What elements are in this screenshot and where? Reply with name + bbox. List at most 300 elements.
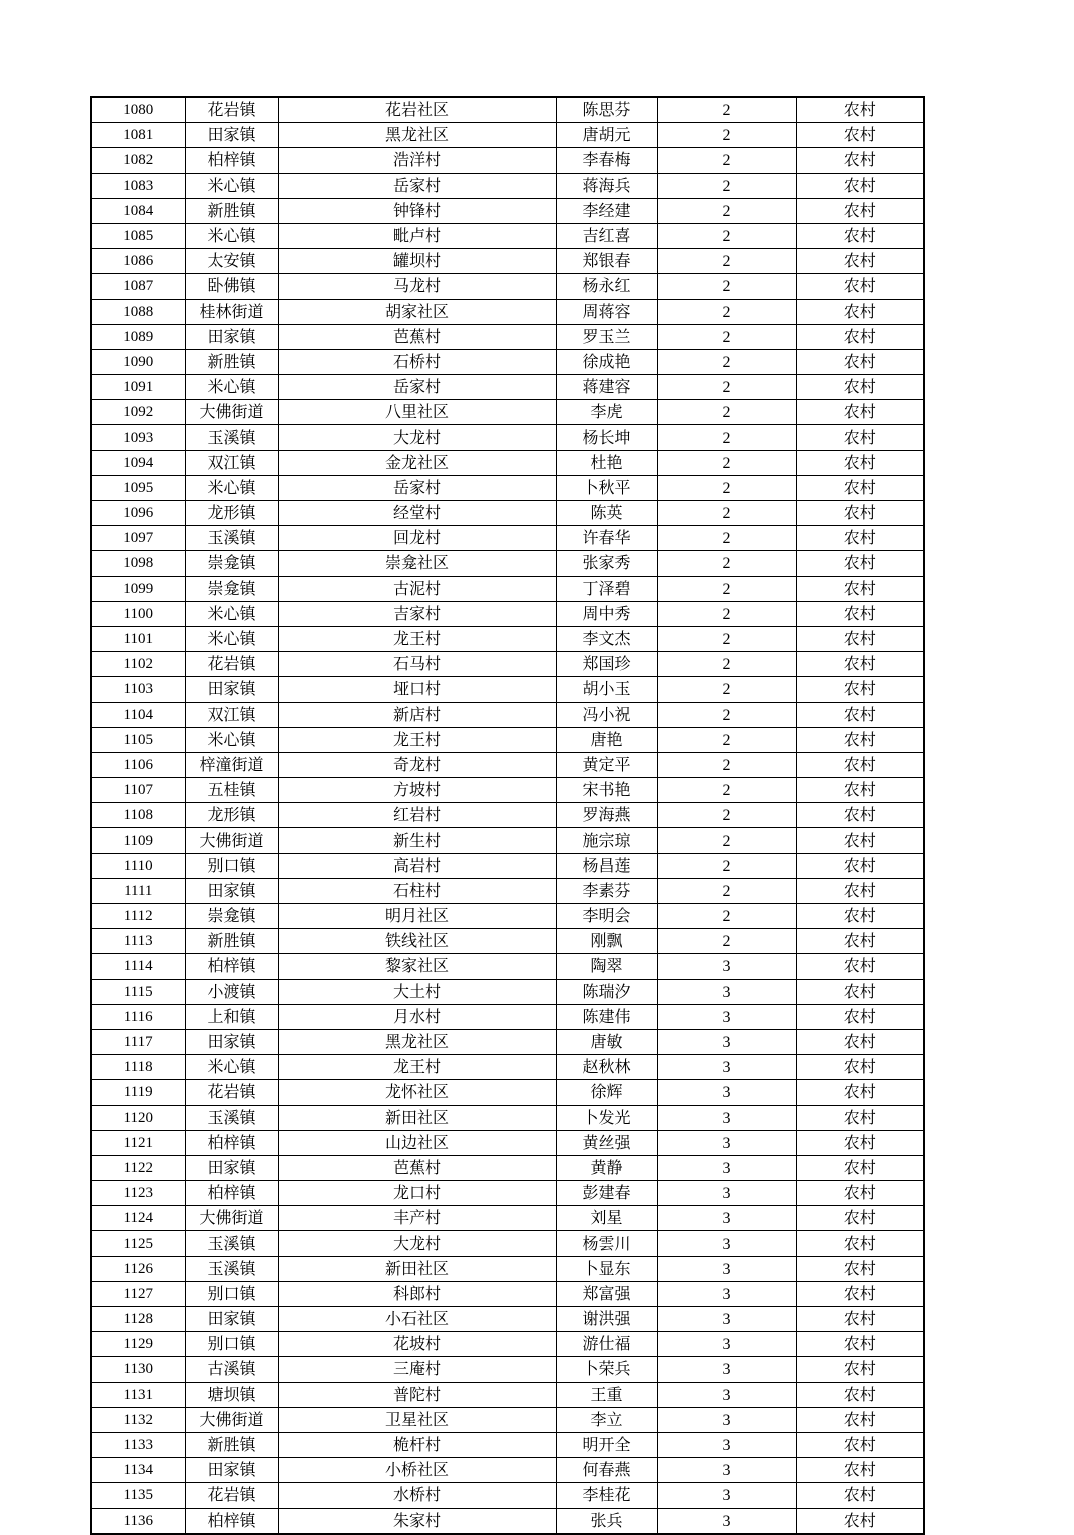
cell-village: 岳家村 [278, 475, 556, 500]
cell-town: 玉溪镇 [185, 425, 278, 450]
cell-level: 3 [657, 1357, 796, 1382]
cell-row-number: 1093 [91, 425, 185, 450]
cell-town: 田家镇 [185, 324, 278, 349]
cell-village: 芭蕉村 [278, 1155, 556, 1180]
cell-town: 花岩镇 [185, 1080, 278, 1105]
cell-area-type: 农村 [796, 904, 924, 929]
cell-row-number: 1087 [91, 274, 185, 299]
cell-village: 大土村 [278, 979, 556, 1004]
cell-level: 3 [657, 1231, 796, 1256]
cell-area-type: 农村 [796, 652, 924, 677]
cell-area-type: 农村 [796, 1281, 924, 1306]
cell-row-number: 1117 [91, 1029, 185, 1054]
cell-row-number: 1134 [91, 1458, 185, 1483]
cell-town: 卧佛镇 [185, 274, 278, 299]
cell-level: 3 [657, 1055, 796, 1080]
cell-level: 3 [657, 1155, 796, 1180]
table-row [91, 1231, 924, 1256]
cell-row-number: 1135 [91, 1483, 185, 1508]
cell-area-type: 农村 [796, 803, 924, 828]
cell-town: 古溪镇 [185, 1357, 278, 1382]
table-row [91, 652, 924, 677]
cell-row-number: 1106 [91, 752, 185, 777]
cell-person-name: 游仕福 [556, 1332, 657, 1357]
cell-area-type: 农村 [796, 576, 924, 601]
table-row [91, 626, 924, 651]
cell-row-number: 1119 [91, 1080, 185, 1105]
table-row [91, 1206, 924, 1231]
cell-row-number: 1131 [91, 1382, 185, 1407]
cell-row-number: 1084 [91, 198, 185, 223]
cell-level: 2 [657, 425, 796, 450]
cell-person-name: 刘星 [556, 1206, 657, 1231]
cell-area-type: 农村 [796, 1080, 924, 1105]
cell-town: 米心镇 [185, 1055, 278, 1080]
table-row [91, 1432, 924, 1457]
cell-row-number: 1105 [91, 727, 185, 752]
cell-village: 经堂村 [278, 501, 556, 526]
cell-area-type: 农村 [796, 1055, 924, 1080]
table-row [91, 803, 924, 828]
cell-town: 梓潼街道 [185, 752, 278, 777]
cell-town: 米心镇 [185, 173, 278, 198]
cell-level: 3 [657, 1181, 796, 1206]
cell-level: 3 [657, 1332, 796, 1357]
cell-area-type: 农村 [796, 173, 924, 198]
table-row [91, 1256, 924, 1281]
cell-village: 明月社区 [278, 904, 556, 929]
table-row [91, 702, 924, 727]
cell-person-name: 蒋海兵 [556, 173, 657, 198]
cell-level: 2 [657, 727, 796, 752]
table-row [91, 425, 924, 450]
table-row [91, 727, 924, 752]
cell-village: 花坡村 [278, 1332, 556, 1357]
cell-person-name: 黄静 [556, 1155, 657, 1180]
table-row [91, 501, 924, 526]
cell-level: 2 [657, 324, 796, 349]
cell-area-type: 农村 [796, 198, 924, 223]
cell-area-type: 农村 [796, 1432, 924, 1457]
cell-village: 小桥社区 [278, 1458, 556, 1483]
cell-level: 2 [657, 878, 796, 903]
cell-village: 高岩村 [278, 853, 556, 878]
cell-level: 3 [657, 1483, 796, 1508]
cell-level: 2 [657, 601, 796, 626]
cell-town: 别口镇 [185, 1332, 278, 1357]
cell-village: 月水村 [278, 1004, 556, 1029]
cell-village: 回龙村 [278, 526, 556, 551]
cell-town: 柏梓镇 [185, 148, 278, 173]
records-body [91, 97, 924, 1534]
cell-area-type: 农村 [796, 601, 924, 626]
cell-area-type: 农村 [796, 1307, 924, 1332]
cell-person-name: 周蒋容 [556, 299, 657, 324]
cell-level: 2 [657, 375, 796, 400]
cell-village: 毗卢村 [278, 223, 556, 248]
cell-row-number: 1086 [91, 249, 185, 274]
cell-town: 柏梓镇 [185, 954, 278, 979]
cell-row-number: 1088 [91, 299, 185, 324]
cell-area-type: 农村 [796, 249, 924, 274]
cell-area-type: 农村 [796, 828, 924, 853]
cell-person-name: 冯小祝 [556, 702, 657, 727]
cell-village: 岳家村 [278, 375, 556, 400]
cell-town: 大佛街道 [185, 1206, 278, 1231]
cell-person-name: 彭建春 [556, 1181, 657, 1206]
cell-person-name: 胡小玉 [556, 677, 657, 702]
table-row [91, 1483, 924, 1508]
cell-row-number: 1082 [91, 148, 185, 173]
cell-person-name: 徐成艳 [556, 349, 657, 374]
cell-person-name: 宋书艳 [556, 778, 657, 803]
table-row [91, 1281, 924, 1306]
cell-village: 大龙村 [278, 1231, 556, 1256]
table-row [91, 1055, 924, 1080]
cell-town: 田家镇 [185, 1458, 278, 1483]
cell-town: 玉溪镇 [185, 1256, 278, 1281]
cell-person-name: 杨长坤 [556, 425, 657, 450]
cell-village: 丰产村 [278, 1206, 556, 1231]
cell-row-number: 1128 [91, 1307, 185, 1332]
cell-town: 玉溪镇 [185, 1105, 278, 1130]
cell-village: 奇龙村 [278, 752, 556, 777]
table-row [91, 526, 924, 551]
cell-person-name: 丁泽碧 [556, 576, 657, 601]
cell-row-number: 1102 [91, 652, 185, 677]
cell-row-number: 1109 [91, 828, 185, 853]
cell-level: 2 [657, 752, 796, 777]
cell-level: 2 [657, 123, 796, 148]
cell-town: 米心镇 [185, 223, 278, 248]
cell-person-name: 杜艳 [556, 450, 657, 475]
cell-row-number: 1107 [91, 778, 185, 803]
cell-person-name: 陈瑞汐 [556, 979, 657, 1004]
cell-row-number: 1123 [91, 1181, 185, 1206]
cell-level: 2 [657, 576, 796, 601]
table-row [91, 223, 924, 248]
cell-person-name: 杨昌莲 [556, 853, 657, 878]
cell-level: 3 [657, 1029, 796, 1054]
cell-village: 芭蕉村 [278, 324, 556, 349]
cell-area-type: 农村 [796, 223, 924, 248]
table-row [91, 249, 924, 274]
cell-person-name: 张家秀 [556, 551, 657, 576]
cell-town: 别口镇 [185, 853, 278, 878]
cell-area-type: 农村 [796, 954, 924, 979]
cell-village: 金龙社区 [278, 450, 556, 475]
cell-area-type: 农村 [796, 425, 924, 450]
cell-row-number: 1113 [91, 929, 185, 954]
cell-village: 龙王村 [278, 1055, 556, 1080]
cell-level: 2 [657, 904, 796, 929]
cell-person-name: 郑富强 [556, 1281, 657, 1306]
table-row [91, 954, 924, 979]
cell-row-number: 1125 [91, 1231, 185, 1256]
cell-town: 大佛街道 [185, 400, 278, 425]
cell-area-type: 农村 [796, 400, 924, 425]
table-row [91, 324, 924, 349]
cell-person-name: 卜荣兵 [556, 1357, 657, 1382]
table-row [91, 828, 924, 853]
cell-level: 3 [657, 1407, 796, 1432]
cell-area-type: 农村 [796, 853, 924, 878]
cell-level: 2 [657, 677, 796, 702]
cell-town: 花岩镇 [185, 1483, 278, 1508]
cell-village: 浩洋村 [278, 148, 556, 173]
cell-row-number: 1099 [91, 576, 185, 601]
cell-level: 2 [657, 274, 796, 299]
table-row [91, 677, 924, 702]
cell-village: 新田社区 [278, 1105, 556, 1130]
cell-level: 2 [657, 778, 796, 803]
table-row [91, 853, 924, 878]
cell-area-type: 农村 [796, 1508, 924, 1534]
table-row [91, 904, 924, 929]
cell-row-number: 1122 [91, 1155, 185, 1180]
cell-row-number: 1116 [91, 1004, 185, 1029]
cell-area-type: 农村 [796, 1105, 924, 1130]
cell-village: 红岩村 [278, 803, 556, 828]
cell-area-type: 农村 [796, 929, 924, 954]
cell-village: 山边社区 [278, 1130, 556, 1155]
cell-row-number: 1132 [91, 1407, 185, 1432]
cell-level: 2 [657, 652, 796, 677]
cell-area-type: 农村 [796, 1206, 924, 1231]
cell-row-number: 1136 [91, 1508, 185, 1534]
cell-row-number: 1108 [91, 803, 185, 828]
cell-area-type: 农村 [796, 1181, 924, 1206]
cell-town: 花岩镇 [185, 97, 278, 123]
table-row [91, 1332, 924, 1357]
cell-row-number: 1089 [91, 324, 185, 349]
table-row [91, 1407, 924, 1432]
cell-level: 2 [657, 501, 796, 526]
cell-row-number: 1096 [91, 501, 185, 526]
cell-person-name: 李桂花 [556, 1483, 657, 1508]
cell-area-type: 农村 [796, 526, 924, 551]
cell-row-number: 1097 [91, 526, 185, 551]
cell-area-type: 农村 [796, 475, 924, 500]
cell-area-type: 农村 [796, 123, 924, 148]
cell-level: 3 [657, 1307, 796, 1332]
cell-area-type: 农村 [796, 501, 924, 526]
cell-row-number: 1095 [91, 475, 185, 500]
cell-level: 3 [657, 1432, 796, 1457]
table-row [91, 1382, 924, 1407]
cell-area-type: 农村 [796, 375, 924, 400]
cell-village: 新生村 [278, 828, 556, 853]
cell-row-number: 1104 [91, 702, 185, 727]
cell-village: 胡家社区 [278, 299, 556, 324]
cell-town: 田家镇 [185, 1307, 278, 1332]
cell-level: 3 [657, 1105, 796, 1130]
cell-person-name: 李素芬 [556, 878, 657, 903]
cell-town: 田家镇 [185, 1029, 278, 1054]
cell-person-name: 陶翠 [556, 954, 657, 979]
cell-level: 2 [657, 551, 796, 576]
cell-row-number: 1101 [91, 626, 185, 651]
cell-area-type: 农村 [796, 752, 924, 777]
cell-level: 3 [657, 979, 796, 1004]
cell-area-type: 农村 [796, 1231, 924, 1256]
cell-area-type: 农村 [796, 1332, 924, 1357]
cell-row-number: 1092 [91, 400, 185, 425]
cell-level: 2 [657, 349, 796, 374]
cell-village: 桅杆村 [278, 1432, 556, 1457]
cell-area-type: 农村 [796, 1155, 924, 1180]
cell-area-type: 农村 [796, 1483, 924, 1508]
cell-town: 新胜镇 [185, 349, 278, 374]
cell-area-type: 农村 [796, 702, 924, 727]
cell-row-number: 1112 [91, 904, 185, 929]
cell-level: 3 [657, 1382, 796, 1407]
cell-village: 吉家村 [278, 601, 556, 626]
cell-village: 马龙村 [278, 274, 556, 299]
cell-level: 2 [657, 853, 796, 878]
cell-row-number: 1127 [91, 1281, 185, 1306]
cell-row-number: 1098 [91, 551, 185, 576]
cell-level: 3 [657, 1281, 796, 1306]
cell-row-number: 1114 [91, 954, 185, 979]
cell-level: 2 [657, 803, 796, 828]
table-row [91, 299, 924, 324]
table-row [91, 274, 924, 299]
cell-town: 崇龛镇 [185, 576, 278, 601]
cell-town: 柏梓镇 [185, 1130, 278, 1155]
cell-town: 米心镇 [185, 475, 278, 500]
cell-area-type: 农村 [796, 778, 924, 803]
cell-village: 花岩社区 [278, 97, 556, 123]
cell-person-name: 卜显东 [556, 1256, 657, 1281]
cell-village: 龙王村 [278, 727, 556, 752]
cell-person-name: 蒋建容 [556, 375, 657, 400]
cell-village: 卫星社区 [278, 1407, 556, 1432]
cell-area-type: 农村 [796, 1382, 924, 1407]
cell-town: 米心镇 [185, 626, 278, 651]
cell-town: 大佛街道 [185, 1407, 278, 1432]
cell-person-name: 唐敏 [556, 1029, 657, 1054]
cell-area-type: 农村 [796, 1029, 924, 1054]
cell-row-number: 1133 [91, 1432, 185, 1457]
table-row [91, 1357, 924, 1382]
cell-town: 桂林街道 [185, 299, 278, 324]
cell-row-number: 1130 [91, 1357, 185, 1382]
cell-village: 方坡村 [278, 778, 556, 803]
cell-level: 3 [657, 1080, 796, 1105]
cell-area-type: 农村 [796, 979, 924, 1004]
cell-level: 2 [657, 526, 796, 551]
cell-row-number: 1103 [91, 677, 185, 702]
cell-village: 罐坝村 [278, 249, 556, 274]
cell-village: 龙怀社区 [278, 1080, 556, 1105]
cell-town: 米心镇 [185, 601, 278, 626]
cell-person-name: 陈思芬 [556, 97, 657, 123]
cell-town: 新胜镇 [185, 198, 278, 223]
cell-row-number: 1094 [91, 450, 185, 475]
cell-area-type: 农村 [796, 727, 924, 752]
cell-town: 五桂镇 [185, 778, 278, 803]
cell-person-name: 李文杰 [556, 626, 657, 651]
cell-village: 石桥村 [278, 349, 556, 374]
table-row [91, 475, 924, 500]
cell-person-name: 黄定平 [556, 752, 657, 777]
cell-person-name: 唐胡元 [556, 123, 657, 148]
table-row [91, 778, 924, 803]
cell-village: 朱家村 [278, 1508, 556, 1534]
cell-level: 2 [657, 475, 796, 500]
cell-person-name: 李经建 [556, 198, 657, 223]
table-row [91, 1105, 924, 1130]
cell-village: 新田社区 [278, 1256, 556, 1281]
cell-area-type: 农村 [796, 1357, 924, 1382]
records-table [90, 96, 925, 1535]
cell-town: 米心镇 [185, 375, 278, 400]
cell-person-name: 何春燕 [556, 1458, 657, 1483]
cell-person-name: 陈英 [556, 501, 657, 526]
table-row [91, 400, 924, 425]
cell-town: 玉溪镇 [185, 1231, 278, 1256]
cell-person-name: 杨雲川 [556, 1231, 657, 1256]
cell-village: 八里社区 [278, 400, 556, 425]
cell-level: 2 [657, 97, 796, 123]
cell-area-type: 农村 [796, 677, 924, 702]
table-row [91, 1307, 924, 1332]
cell-person-name: 罗玉兰 [556, 324, 657, 349]
cell-village: 石柱村 [278, 878, 556, 903]
cell-level: 2 [657, 173, 796, 198]
table-row [91, 123, 924, 148]
cell-person-name: 李明会 [556, 904, 657, 929]
cell-row-number: 1124 [91, 1206, 185, 1231]
cell-row-number: 1100 [91, 601, 185, 626]
cell-area-type: 农村 [796, 450, 924, 475]
cell-village: 大龙村 [278, 425, 556, 450]
cell-town: 柏梓镇 [185, 1181, 278, 1206]
table-row [91, 375, 924, 400]
table-row [91, 1155, 924, 1180]
cell-person-name: 谢洪强 [556, 1307, 657, 1332]
cell-person-name: 黄丝强 [556, 1130, 657, 1155]
cell-town: 玉溪镇 [185, 526, 278, 551]
cell-village: 黑龙社区 [278, 1029, 556, 1054]
cell-area-type: 农村 [796, 1458, 924, 1483]
table-row [91, 1130, 924, 1155]
cell-town: 龙形镇 [185, 803, 278, 828]
cell-village: 钟锋村 [278, 198, 556, 223]
table-row [91, 601, 924, 626]
cell-area-type: 农村 [796, 274, 924, 299]
table-row [91, 929, 924, 954]
cell-area-type: 农村 [796, 1130, 924, 1155]
cell-row-number: 1115 [91, 979, 185, 1004]
cell-town: 太安镇 [185, 249, 278, 274]
table-row [91, 1458, 924, 1483]
cell-person-name: 郑国珍 [556, 652, 657, 677]
cell-village: 黎家社区 [278, 954, 556, 979]
cell-area-type: 农村 [796, 1407, 924, 1432]
cell-village: 三庵村 [278, 1357, 556, 1382]
cell-town: 别口镇 [185, 1281, 278, 1306]
table-row [91, 551, 924, 576]
table-row [91, 173, 924, 198]
table-row [91, 349, 924, 374]
cell-village: 普陀村 [278, 1382, 556, 1407]
cell-town: 崇龛镇 [185, 551, 278, 576]
table-row [91, 1029, 924, 1054]
cell-row-number: 1120 [91, 1105, 185, 1130]
table-row [91, 1080, 924, 1105]
